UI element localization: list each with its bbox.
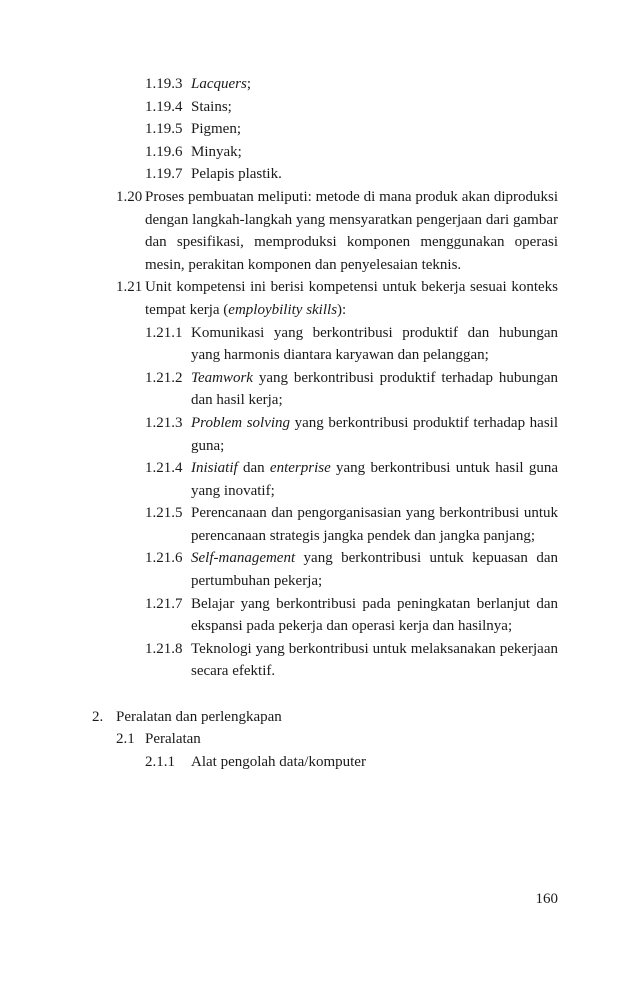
item-number: 1.21.2 (145, 369, 183, 386)
italic-text: Inisiatif (191, 460, 238, 477)
item-number: 2.1 (116, 731, 135, 748)
item-text: Pigmen; (191, 121, 242, 138)
list-item (145, 367, 558, 412)
item-number: 1.21.5 (145, 505, 183, 522)
document-body (0, 73, 636, 773)
list-item (145, 118, 558, 141)
section-heading (92, 706, 636, 729)
item-text: yang berkontribusi produktif terhadap hubungan dan hasil kerja; (191, 369, 558, 409)
item-number: 2. (92, 708, 104, 725)
item-number: 1.21.1 (145, 324, 183, 341)
list-item (145, 141, 558, 164)
item-number: 1.20 (116, 188, 143, 205)
item-number: 2.1.1 (145, 753, 175, 770)
list-item (145, 163, 558, 186)
item-text: yang berkontribusi produktif terhadap hasil guna; (191, 414, 559, 454)
item-text: Alat pengolah data/komputer (191, 753, 366, 770)
list-item (116, 276, 558, 321)
list-item (145, 502, 558, 547)
item-number: 1.19.4 (145, 98, 183, 115)
italic-text: enterprise (269, 460, 331, 477)
item-number: 1.21.7 (145, 595, 183, 612)
item-number: 1.21.3 (145, 414, 183, 431)
section-heading (116, 728, 636, 751)
item-text: Belajar yang berkontribusi pada peningkatan berlanjut dan ekspansi pada pekerja dan operasi kerja dan hasilnya; (191, 595, 558, 635)
list-item (145, 73, 558, 96)
item-number: 1.21 (116, 279, 143, 296)
item-text: Stains; (191, 98, 232, 115)
item-text: ; (246, 76, 252, 92)
page-number: 160 (535, 891, 558, 907)
item-text: yang berkontribusi untuk hasil guna yang inovatif; (191, 460, 558, 499)
item-number: 1.19.6 (145, 143, 183, 160)
list-item (145, 322, 558, 367)
italic-text: employbility skills (228, 301, 338, 318)
item-number: 1.21.6 (145, 550, 183, 567)
item-text: Teknologi yang berkontribusi untuk melaksanakan pekerjaan secara efektif. (191, 640, 558, 680)
list-item (145, 638, 558, 683)
item-text: Pelapis plastik. (191, 166, 282, 183)
item-text: Komunikasi yang berkontribusi produktif dan hubungan yang harmonis diantara karyawan dan pelanggan; (191, 324, 558, 364)
list-item (145, 547, 558, 592)
item-text: ): (337, 301, 347, 318)
item-text: dan (237, 460, 270, 477)
item-number: 1.19.5 (145, 121, 183, 138)
item-text: Perencanaan dan pengorganisasian yang berkontribusi untuk perencanaan strategis jangka pendek dan jangka panjang; (191, 505, 558, 544)
italic-text: Teamwork (191, 369, 253, 386)
item-text: Minyak; (191, 143, 242, 160)
item-text: Unit kompetensi ini berisi kompetensi untuk bekerja sesuai konteks tempat kerja ( (145, 279, 558, 318)
list-item (116, 186, 558, 276)
item-number: 1.21.4 (145, 460, 183, 477)
italic-text: Lacquers (191, 76, 247, 92)
item-text: Peralatan dan perlengkapan (116, 708, 282, 725)
list-item (145, 412, 559, 457)
spacer (0, 683, 636, 706)
section-heading (145, 751, 636, 774)
italic-text: Problem solving (191, 414, 291, 431)
item-number: 1.21.8 (145, 640, 183, 657)
item-number: 1.19.3 (145, 76, 183, 92)
item-number: 1.19.7 (145, 166, 183, 183)
list-item (145, 457, 558, 502)
item-text: yang berkontribusi untuk kepuasan dan pertumbuhan pekerja; (191, 550, 558, 590)
item-text: Peralatan (145, 731, 201, 748)
item-text: Proses pembuatan meliputi: metode di mana produk akan diproduksi dengan langkah-langkah yang mensyaratkan pengerjaan dari gambar dan spesifikasi, memproduksi komponen menggunakan operasi mesin, perakitan komponen dan penyelesaian teknis. (145, 188, 558, 273)
list-item (145, 593, 558, 638)
italic-text: Self-management (191, 550, 296, 567)
list-item (145, 96, 558, 119)
